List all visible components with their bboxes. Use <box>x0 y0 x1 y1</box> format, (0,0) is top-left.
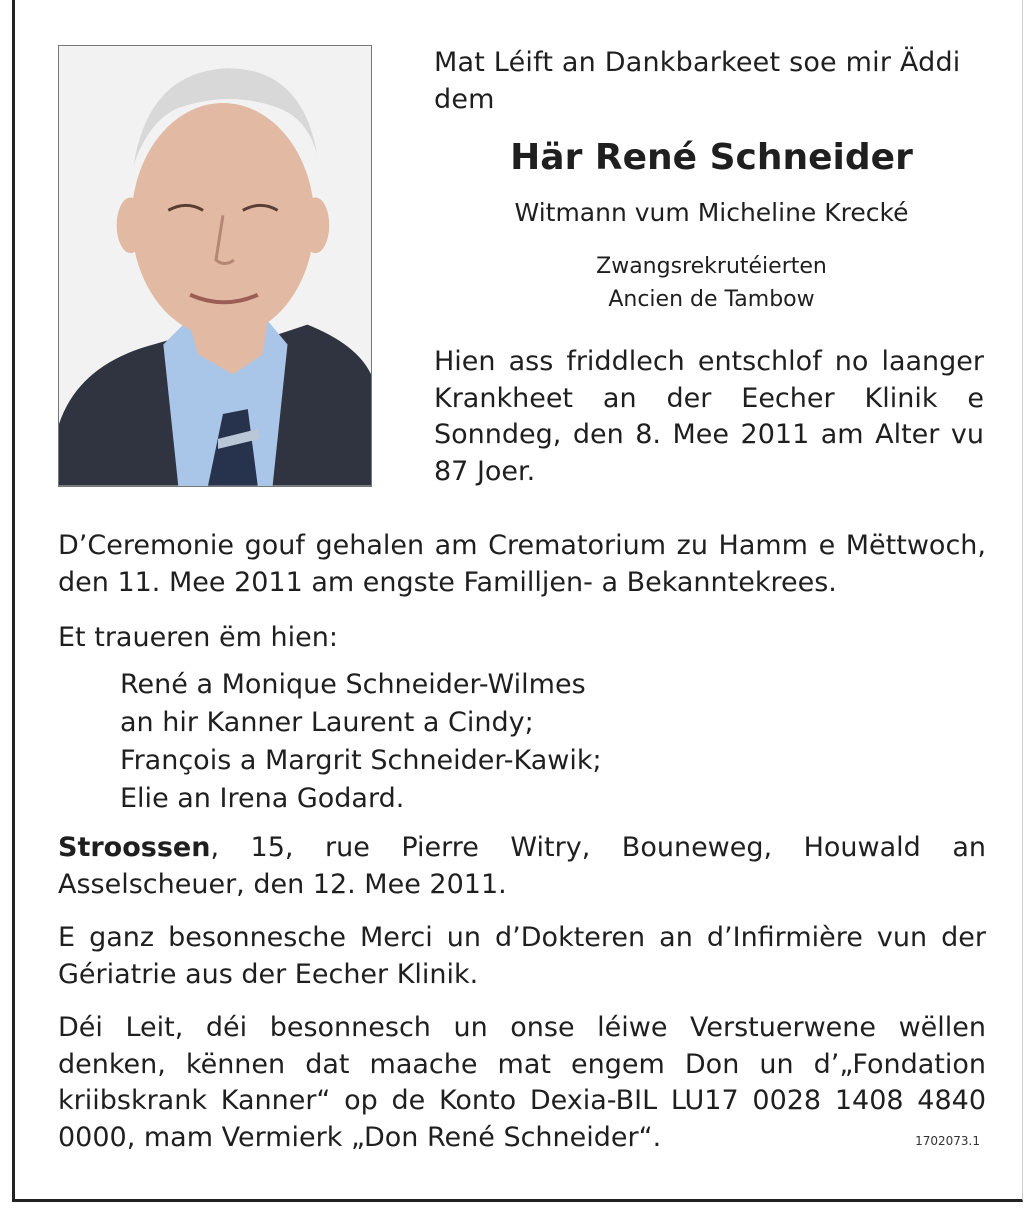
ceremony-paragraph: D’Ceremonie gouf gehalen am Crematorium zu Hamm e Mëttwoch, den 11. Mee 2011 am engste Familljen- a Bekanntekrees. <box>58 530 986 598</box>
mourner-line: an hir Kanner Laurent a Cindy; <box>120 707 534 738</box>
honorific-titles <box>434 250 989 316</box>
intro-text: Mat Léift an Dankbarkeet soe mir Äddi dem <box>434 47 961 115</box>
title-line-1: Zwangsrekrutéierten <box>596 254 827 279</box>
mourner-line: René a Monique Schneider-Wilmes <box>120 669 586 700</box>
left-ear <box>117 197 145 253</box>
reference-number: 1702073.1 <box>915 1134 980 1148</box>
place-date-text: , 15, rue Pierre Witry, Bouneweg, Houwald an Asselscheuer, den 12. Mee 2011. <box>58 832 986 900</box>
place-date-paragraph <box>58 830 986 903</box>
mourners-heading: Et traueren ëm hien: <box>58 622 338 653</box>
town-name: Stroossen <box>58 832 211 863</box>
widower-line: Witmann vum Micheline Krecké <box>514 198 909 227</box>
death-notice: Hien ass friddlech entschlof no laanger Krankheet an der Eecher Klinik e Sonndeg, den 8. Mee 2011 am Alter vu 87 Joer. <box>434 346 984 487</box>
portrait-icon <box>59 46 371 486</box>
portrait-photo <box>58 45 372 487</box>
thanks-paragraph: E ganz besonnesche Merci un d’Dokteren an d’Infirmière vun der Gériatrie aus der Eecher Klinik. <box>58 922 986 990</box>
deceased-name: Här René Schneider <box>510 137 913 178</box>
donation-paragraph: Déi Leit, déi besonnesch un onse léiwe Verstuerwene wëllen denken, kënnen dat maache mat engem Don un d’„Fondation kriibskrank Kanner“ op de Konto Dexia-BIL LU17 0028 1408 4840 0000, mam Vermierk „Don René Schneider“. <box>58 1012 986 1153</box>
title-line-2: Ancien de Tambow <box>608 287 815 312</box>
right-ear <box>301 197 329 253</box>
mourner-line: Elie an Irena Godard. <box>120 783 405 814</box>
mourners-list <box>120 666 920 818</box>
mourner-line: François a Margrit Schneider-Kawik; <box>120 745 602 776</box>
